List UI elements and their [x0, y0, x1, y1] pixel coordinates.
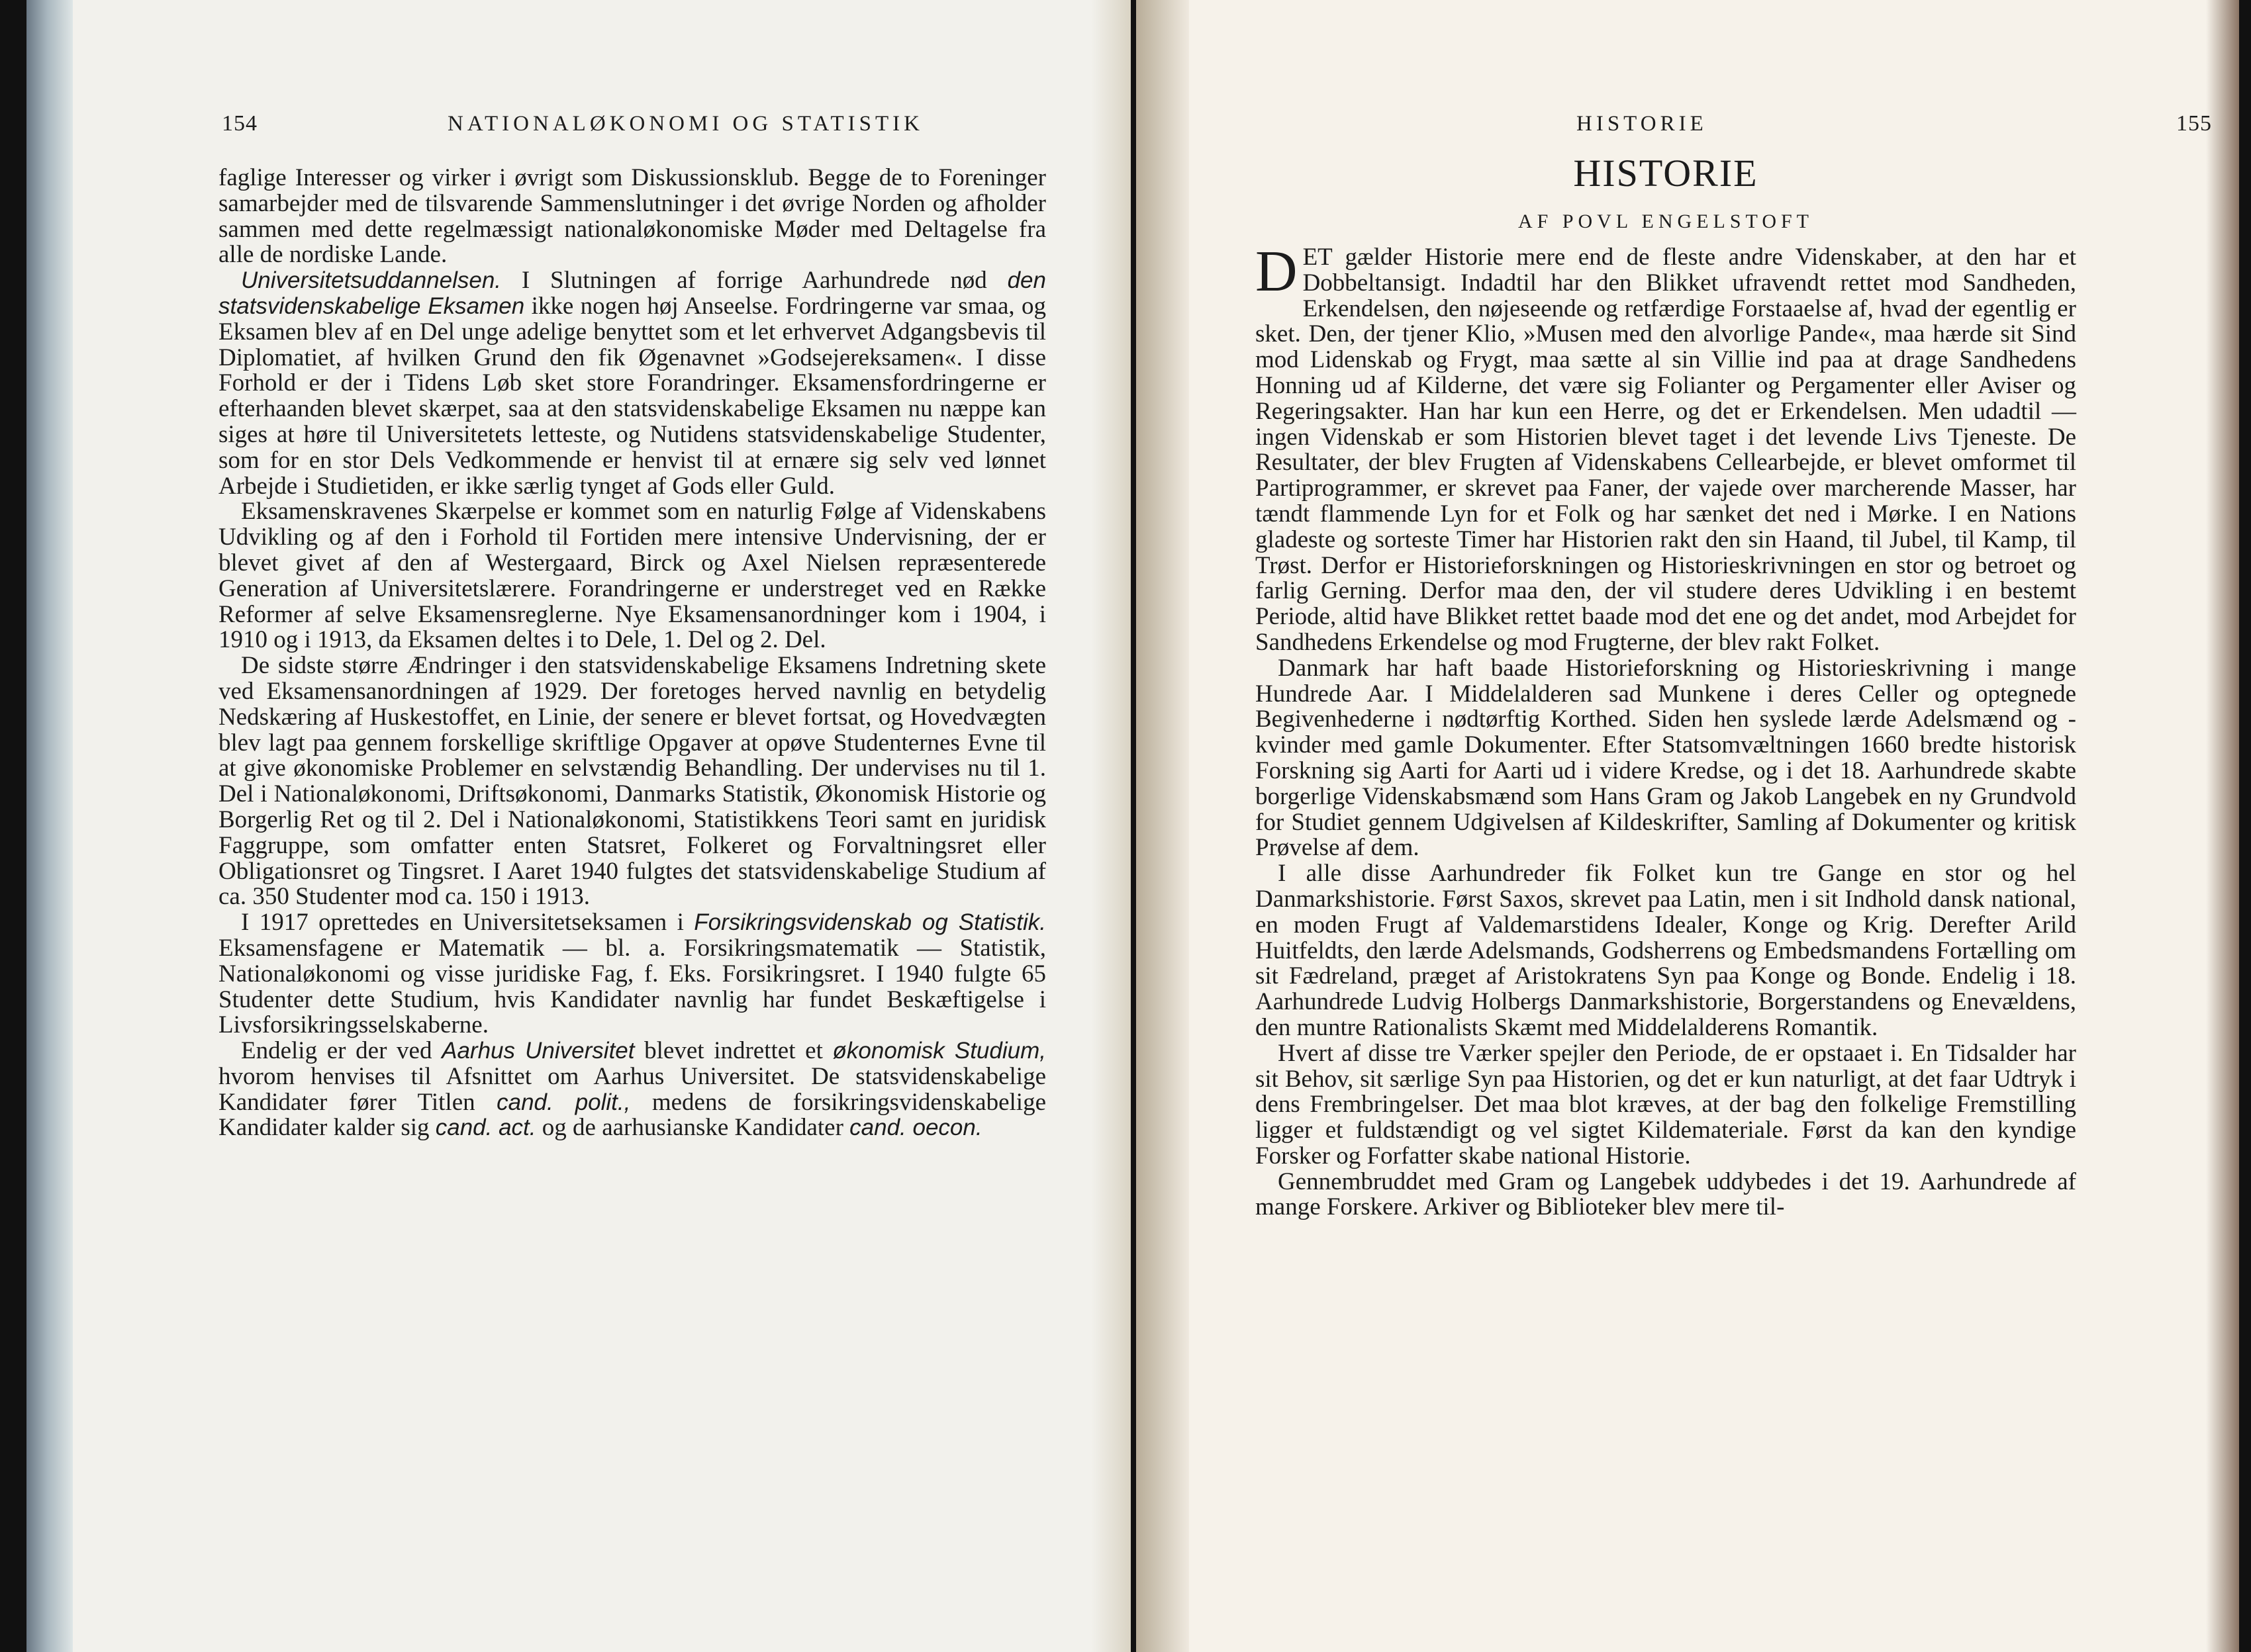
italic-phrase: Universitetsuddannelsen. — [241, 267, 502, 294]
running-head-title: HISTORIE — [1576, 112, 1707, 136]
body-paragraph — [218, 653, 1046, 910]
running-head-title: NATIONALØKONOMI OG STATISTIK — [448, 112, 924, 136]
text-run: I 1917 oprettedes en Universitetseksamen i — [241, 909, 694, 937]
text-run: blevet indrettet et — [634, 1037, 833, 1065]
left-body-text — [218, 165, 1046, 1141]
opening-paragraph-text: ET gælder Historie mere end de fleste andre Videnskaber, at den har et Dobbeltansigt. Indadtil har den Blikket ufravendt rettet mod Sandheden, Erkendelsen, den nøjeseende og retfærdige Forstaaelse af, hvad der egentlig er sket. Den, der tjener Klio, »Musen med den alvorlige Pande«, maa hærde sit Sind mod Lidenskab og Frygt, maa sætte al sin Villie ind paa at drage Sandhedens Honning ud af Kilderne, det være sig Folianter og Pergamenter eller Aviser og Regeringsakter. Han har kun een Herre, og det er Erkendelsen. Men udadtil — ingen Videnskab er som Historien blevet taget i det levende Livs Tjeneste. De Resultater, der blev Frugten af Videnskabens Cellearbejde, er blevet omformet til Partiprogrammer, er skrevet paa Faner, der vajede over marcherende Masser, har tændt flammende Lyn for et Folk og har sænket det ned i Mørke. I en Nations gladeste og sorteste Timer har Historien rakt den sin Haand, til Jubel, til Kamp, til Trøst. Derfor er Historieforskningen og Historieskrivningen en stor og betroet og farlig Gerning. Derfor maa den, der vil studere deres Udvikling i en bestemt Periode, altid have Blikket rettet baade mod det ene og det andet, mod Arbejdet for Sandhedens Erkendelse og mod Frugterne, der blev rakt Folket. — [1255, 244, 2076, 656]
page-gutter — [1091, 0, 1131, 1652]
body-paragraph — [218, 499, 1046, 653]
left-running-head — [222, 111, 924, 136]
text-run: De sidste større Ændringer i den statsvidenskabelige Eksamens Indretning skete ved Eksamensanordningen af 1929. Der foretoges herved navnlig en betydelig Nedskæring af Huskestoffet, en Linie, der senere er blevet fortsat, og Hovedvægten blev lagt paa gennem forskellige skriftlige Opgaver at opøve Studenternes Evne til at give økonomiske Problemer en selvstændig Behandling. Der undervises nu til 1. Del i Nationaløkonomi, Driftsøkonomi, Danmarks Statistik, Økonomisk Historie og Borgerlig Ret og til 2. Del i Nationaløkonomi, Statistikkens Teori samt en juridisk Faggruppe, som omfatter enten Statsret, Folkeret og Forvaltningsret eller Obligationsret og Tingsret. I Aaret 1940 fulgtes det statsvidenskabelige Studium af ca. 350 Studenter mod ca. 150 i 1913. — [218, 652, 1046, 911]
text-run: Eksamensfagene er Matematik — bl. a. Forsikringsmatematik — Statistik, Nationaløkonomi og visse juridiske Fag, f. Eks. Forsikringsret. I 1940 fulgte 65 Studenter dette Studium, hvis Kandidater navnlig har fundet Beskæftigelse i Livsforsikringsselskaberne. — [218, 934, 1046, 1039]
book-spine-edge — [26, 0, 73, 1652]
text-run: hvorom henvises til Afsnittet om Aarhus Universitet. De statsvidenskabelige Kandidater fører Titlen — [218, 1062, 1046, 1116]
right-page — [1136, 0, 2239, 1652]
italic-phrase: Forsikringsvidenskab og Statistik. — [694, 909, 1046, 936]
body-paragraph: Hvert af disse tre Værker spejler den Periode, de er opstaaet i. En Tidsalder har sit Behov, sit særlige Syn paa Historien, og det er kun naturligt, at det faar Udtryk i dens Frembringelser. Det maa blot kræves, at der bag den folkelige Fremstilling ligger et fuldstændigt og vel sigtet Kildemateriale. Først da kan den kyndige Forsker og Forfatter skabe national Historie. — [1255, 1039, 2076, 1170]
text-run: medens de forsikringsvidenskabelige Kandidater kalder sig — [218, 1088, 1046, 1142]
page-number: 154 — [222, 111, 258, 136]
italic-phrase: cand. polit., — [497, 1089, 631, 1115]
drop-cap: D — [1255, 240, 1298, 304]
text-run: Eksamenskravenes Skærpelse er kommet som en naturlig Følge af Videnskabens Udvikling og af den i Forhold til Fortiden mere intensive Undervisning, der er blevet givet af den af Westergaard, Birck og Axel Nielsen repræsenterede Generation af Universitetslærere. Forandringerne er understreget ved en Række Reformer af selve Eksamensreglerne. Nye Eksamensanordninger kom i 1904, i 1910 og i 1913, da Eksamen deltes i to Dele, 1. Del og 2. Del. — [218, 498, 1046, 654]
body-paragraph — [218, 1038, 1046, 1141]
italic-phrase: økonomisk Studium, — [832, 1038, 1046, 1064]
text-run: I Slutningen af forrige Aarhundrede nød — [501, 267, 1008, 295]
italic-phrase: cand. oecon. — [849, 1115, 982, 1141]
italic-phrase: Aarhus Universitet — [442, 1038, 635, 1064]
page-edge — [2206, 0, 2239, 1652]
chapter-author: AF POVL ENGELSTOFT — [1517, 210, 1814, 232]
text-run: Endelig er der ved — [241, 1037, 442, 1065]
right-body-text — [1255, 240, 2076, 1221]
left-page — [26, 0, 1131, 1652]
italic-phrase: cand. act. — [435, 1115, 536, 1141]
page-gutter — [1136, 0, 1189, 1652]
body-paragraph: Gennembruddet med Gram og Langebek uddybedes i det 19. Aarhundrede af mange Forskere. Arkiver og Biblioteker blev mere til- — [1255, 1168, 2076, 1221]
opening-paragraph — [1255, 240, 2076, 656]
chapter-title: HISTORIE — [1573, 152, 1758, 195]
body-paragraph — [218, 268, 1046, 499]
italic-phrase: den statsvidenskabelige Eksamen — [218, 267, 1046, 319]
text-run: faglige Interesser og virker i øvrigt som Diskussionsklub. Begge de to Foreninger samarbejder med de tilsvarende Sammenslutninger i det øvrige Norden og afholder sammen med dette regelmæssigt nationaløkonomiske Møder med Deltagelse fra alle de nordiske Lande. — [218, 164, 1046, 269]
text-run: og de aarhusianske Kandidater — [536, 1114, 850, 1142]
text-run: ikke nogen høj Anseelse. Fordringerne var smaa, og Eksamen blev af en Del unge adelige benyttet som et let erhvervet Adgangsbevis til Diplomatiet, af hvilken Grund den fik Øgenavnet »Godsejereksamen«. I disse Forhold er der i Tidens Løb sket store Forandringer. Eksamensfordringerne er efterhaanden blevet skærpet, saa at den statsvidenskabelige Eksamen nu næppe kan siges at høre til Universitetets letteste, og Nutidens statsvidenskabelige Studenter, som for en stor Dels Vedkommende er henvist til at ernære sig selv ved lønnet Arbejde i Studietiden, er ikke særlig tynget af Gods eller Guld. — [218, 292, 1046, 500]
body-paragraph: Danmark har haft baade Historieforskning og Historieskrivning i mange Hundrede Aar. I Middelalderen sad Munkene i deres Celler og optegnede Begivenhederne i nødtørftig Korthed. Siden hen syslede lærde Adelsmænd og -kvinder med gamle Dokumenter. Efter Statsomvæltningen 1660 bredte historisk Forskning sig Aarti for Aarti ud i videre Kredse, og i det 18. Aarhundrede skabte borgerlige Videnskabsmænd som Hans Gram og Jakob Langebek en ny Grundvold for Studiet gennem Udgivelsen af Kildeskrifter, Samling af Dokumenter og kritisk Prøvelse af dem. — [1255, 654, 2076, 862]
body-paragraph — [218, 165, 1046, 268]
page-number: 155 — [2176, 111, 2212, 136]
body-paragraph — [218, 910, 1046, 1038]
body-paragraph: I alle disse Aarhundreder fik Folket kun tre Gange en stor og hel Danmarkshistorie. Først Saxos, skrevet paa Latin, men i sit Indhold dansk national, en moden Frugt af Valdemarstidens Idealer, Konge og Krig. Derefter Arild Huitfeldts, den lærde Adelsmands, Godsherrens og Embedsmandens Fortælling om sit Fædreland, præget af Aristokratens Syn paa Konge og Bonde. Endelig i 18. Aarhundrede Ludvig Holbergs Danmarkshistorie, Borgerstandens og Enevældens, den muntre Rationalists Skæmt med Middelalderens Romantik. — [1255, 860, 2076, 1041]
right-running-head — [1576, 111, 2212, 136]
